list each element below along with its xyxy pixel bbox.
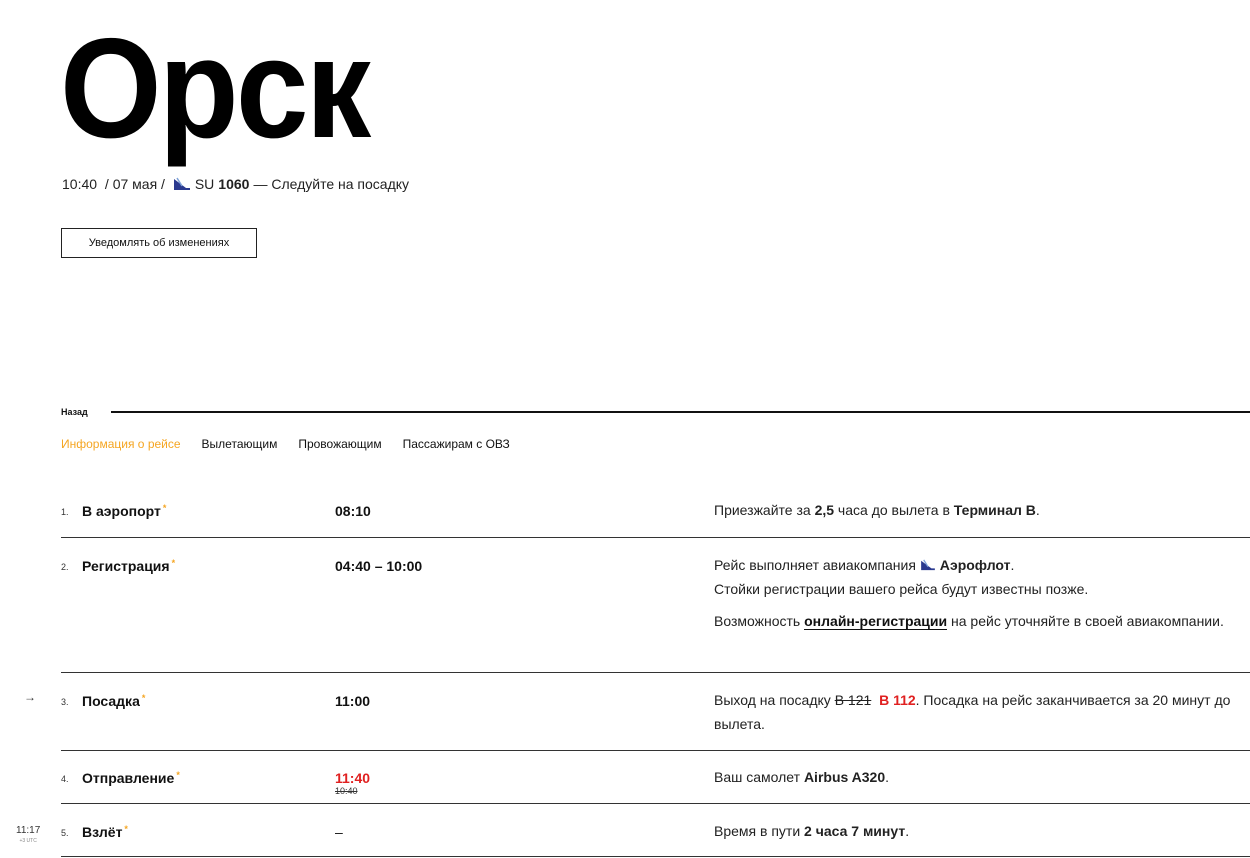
aeroflot-logo-icon xyxy=(173,177,191,191)
step-info: Ваш самолет Airbus A320. xyxy=(714,769,890,785)
step-number: 2. xyxy=(61,562,69,572)
step-time: 04:40 – 10:00 xyxy=(335,558,423,574)
step-title: В аэропорт * xyxy=(82,503,167,519)
step-time: 11:40 10:40 xyxy=(335,770,371,796)
flight-prefix: SU xyxy=(194,176,215,192)
row-divider xyxy=(61,856,1250,857)
notify-button[interactable]: Уведомлять об изменениях xyxy=(61,228,257,258)
online-checkin-link[interactable]: онлайн-регистрации xyxy=(804,613,948,629)
tab-bar xyxy=(61,437,531,451)
row-divider xyxy=(61,672,1250,673)
current-step-arrow-icon: → xyxy=(24,690,36,704)
aeroflot-logo-icon xyxy=(920,559,936,571)
back-divider xyxy=(111,411,1250,413)
tab-reduced-mobility[interactable]: Пассажирам с ОВЗ xyxy=(402,437,510,451)
step-title: Посадка * xyxy=(82,693,146,709)
tab-seeing-off[interactable]: Провожающим xyxy=(298,437,382,451)
step-number: 3. xyxy=(61,697,69,707)
old-gate: B 121 xyxy=(834,692,872,708)
step-info: Время в пути 2 часа 7 минут. xyxy=(714,823,910,839)
row-divider xyxy=(61,750,1250,751)
step-number: 4. xyxy=(61,774,69,784)
step-title: Взлёт * xyxy=(82,824,128,840)
step-time: 11:00 xyxy=(335,693,371,709)
flight-date: / 07 мая / xyxy=(101,176,169,192)
old-departure-time: 10:40 xyxy=(335,786,358,796)
row-divider xyxy=(61,537,1250,538)
flight-time: 10:40 xyxy=(62,176,98,192)
step-info: Рейс выполняет авиакомпания Аэрофлот. Стойки регистрации вашего рейса будут известны позже. Возможность онлайн-регистрации на рейс уточняйте в своей авиакомпании. xyxy=(714,557,1224,629)
city-title: Орск xyxy=(60,9,369,168)
new-gate: B 112 xyxy=(879,692,916,708)
flight-status: — Следуйте на посадку xyxy=(253,176,410,192)
step-time: – xyxy=(335,824,343,840)
tab-departing[interactable]: Вылетающим xyxy=(201,437,278,451)
row-divider xyxy=(61,803,1250,804)
step-info: Приезжайте за 2,5 часа до вылета в Терминал B. xyxy=(714,502,1040,518)
flight-subline xyxy=(62,176,409,192)
step-number: 1. xyxy=(61,507,69,517)
step-title: Регистрация * xyxy=(82,558,176,574)
back-link[interactable]: Назад xyxy=(61,407,88,417)
step-number: 5. xyxy=(61,828,69,838)
step-time: 08:10 xyxy=(335,503,371,519)
tab-flight-info[interactable]: Информация о рейсе xyxy=(61,437,181,451)
flight-number: 1060 xyxy=(218,176,250,192)
step-title: Отправление * xyxy=(82,770,180,786)
step-info: Выход на посадку B 121 B 112. Посадка на рейс заканчивается за 20 минут до вылета. xyxy=(714,692,1231,732)
current-time: 11:17 +3 UTC xyxy=(16,825,41,844)
